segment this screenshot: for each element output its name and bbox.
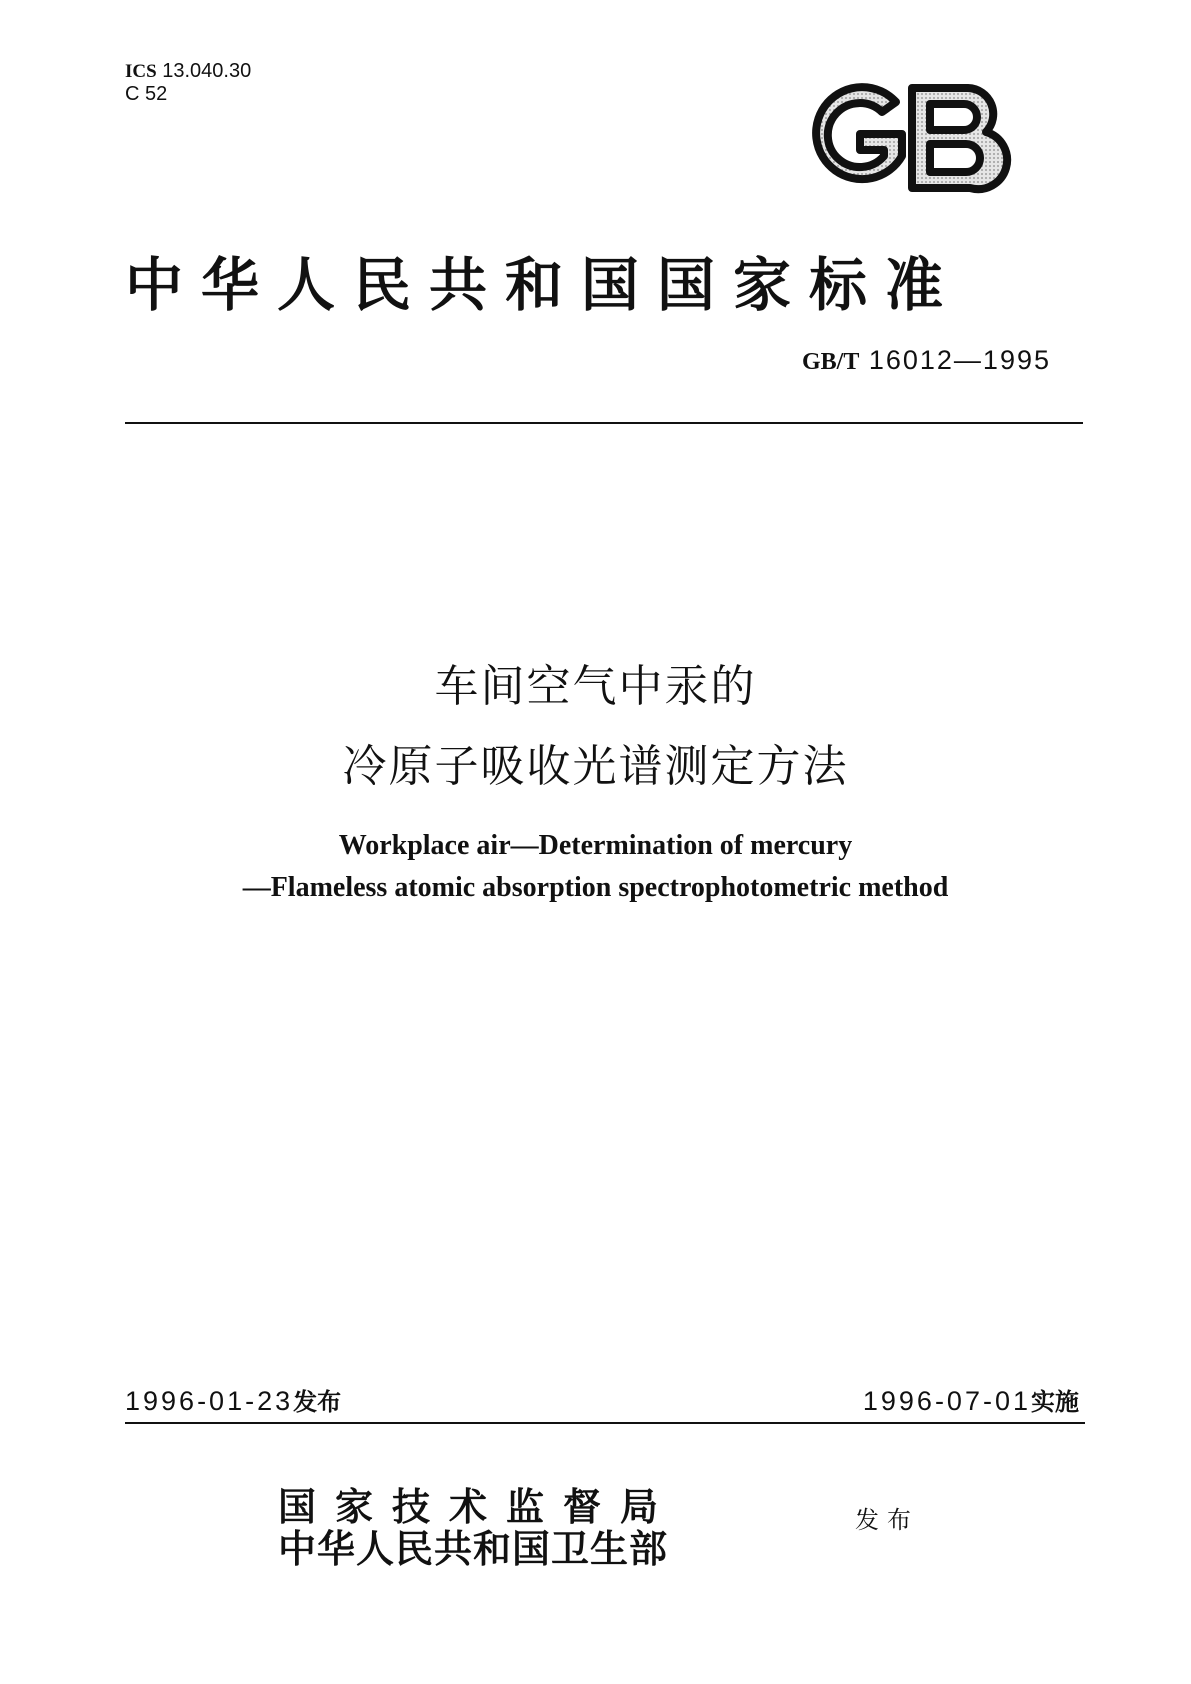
footer-divider [125,1422,1085,1424]
ics-code: 13.040.30 [162,60,252,82]
implementation-date [863,1382,1079,1417]
standard-prefix: GB/T [801,349,860,375]
gb-logo-icon [800,80,1012,196]
national-standard-heading: 中华人民共和国国家标准 [125,251,962,319]
implementation-date-label: 实施 [1031,1388,1079,1416]
ics-line [125,60,251,83]
issue-date-value: 1996-01-23 [125,1386,294,1416]
header-divider [125,422,1083,424]
standard-number: 16012—1995 [868,345,1051,375]
issuer-line-2: 中华人民共和国卫生部 [278,1526,669,1571]
english-title-line-1: Workplace air—Determination of mercury [338,830,853,861]
implementation-date-value: 1996-07-01 [862,1386,1031,1416]
chinese-title-line-1: 车间空气中汞的 [434,661,757,712]
standard-code [802,345,1051,376]
issuer-action: 发布 [855,1506,919,1534]
english-title-line-2: —Flameless atomic absorption spectrophotometric method [242,872,949,903]
classification-codes [125,60,251,105]
issue-date [125,1382,341,1417]
issue-date-label: 发布 [293,1388,342,1416]
ics-label: ICS [125,61,157,82]
ccs-code: C 52 [125,83,168,105]
issuer-line-1: 国家技术监督局 [278,1484,678,1529]
chinese-title-line-2: 冷原子吸收光谱测定方法 [342,741,849,792]
